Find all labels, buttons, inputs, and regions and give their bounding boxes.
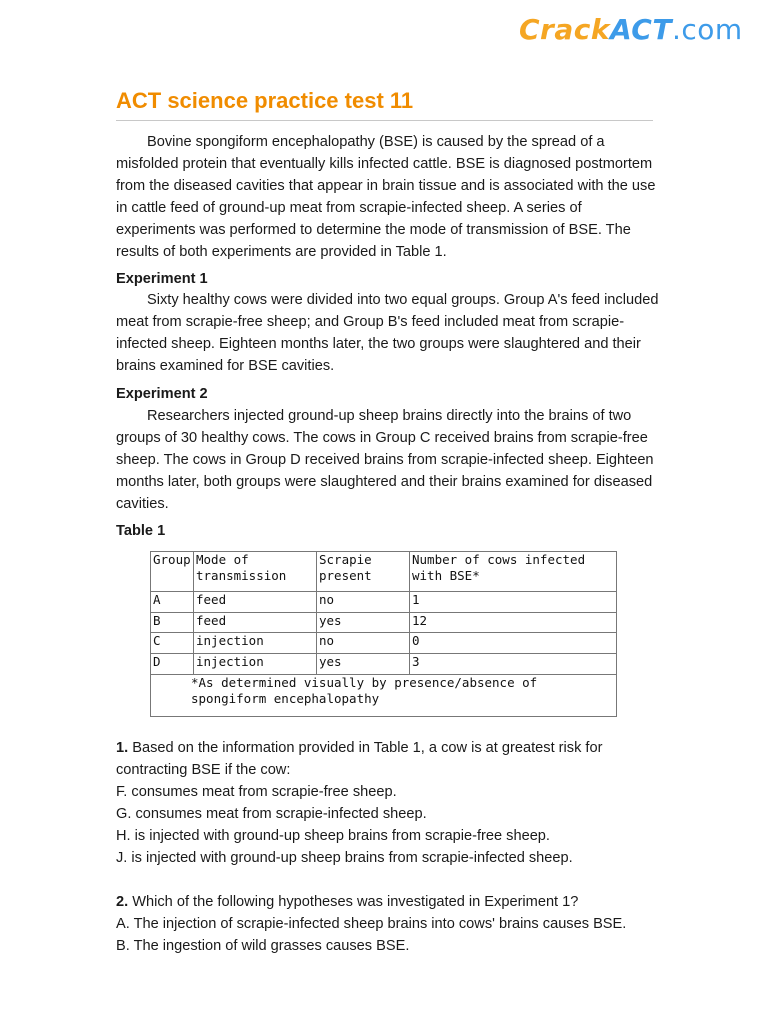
table-label: Table 1 [116, 523, 166, 539]
title-divider [116, 120, 653, 121]
question-2-stem [116, 891, 661, 913]
question-1-number: 1. [116, 740, 129, 756]
table-cell: A [151, 592, 194, 613]
table-cell: C [151, 633, 194, 654]
question-spacer [116, 869, 661, 891]
question-1-text: Based on the information provided in Table 1, a cow is at greatest risk for contracting BSE if the cow: [116, 740, 603, 778]
page-title: ACT science practice test 11 [116, 88, 414, 113]
experiment-2-body [116, 405, 661, 515]
question-2-text: Which of the following hypotheses was investigated in Experiment 1? [132, 894, 579, 910]
table-cell: feed [194, 592, 317, 613]
table-cell: D [151, 654, 194, 675]
table-footnote-row [151, 674, 617, 716]
table-cell: 12 [410, 612, 617, 633]
table-cell: 3 [410, 654, 617, 675]
experiment-1-text: Sixty healthy cows were divided into two equal groups. Group A's feed included meat from scrapie-free sheep; and Group B's feed included meat from scrapie-infected sheep. Eighteen months later, the two groups were slaughtered and their brains examined for BSE cavities. [116, 292, 659, 374]
answer-option: A. The injection of scrapie-infected sheep brains into cows' brains causes BSE. [116, 916, 627, 932]
answer-option: F. consumes meat from scrapie-free sheep. [116, 784, 397, 800]
table-cell: yes [317, 654, 410, 675]
results-table [150, 551, 617, 717]
table-cell: no [317, 592, 410, 613]
question-1-stem [116, 737, 661, 781]
table-cell: yes [317, 612, 410, 633]
table-row [151, 654, 617, 675]
answer-option: G. consumes meat from scrapie-infected sheep. [116, 806, 427, 822]
experiment-2-text: Researchers injected ground-up sheep brains directly into the brains of two groups of 30 healthy cows. The cows in Group C received brains from scrapie-free sheep. The cows in Group D received brains from scrapie-infected sheep. Eighteen months later, both groups were slaughtered and their brains examined for diseased cavities. [116, 408, 654, 512]
table-label-section [116, 520, 661, 542]
table-row [151, 592, 617, 613]
table-header-cell: Scrapie present [317, 552, 410, 592]
table-cell: injection [194, 654, 317, 675]
table-row [151, 612, 617, 633]
intro-passage [116, 131, 661, 263]
table-footnote: *As determined visually by presence/absence of spongiform encephalopathy [151, 674, 617, 716]
table-row [151, 633, 617, 654]
table-header-cell: Group [151, 552, 194, 592]
table-cell: 1 [410, 592, 617, 613]
table-cell: 0 [410, 633, 617, 654]
intro-paragraph: Bovine spongiform encephalopathy (BSE) is caused by the spread of a misfolded protein that eventually kills infected cattle. BSE is diagnosed postmortem from the diseased cavities that appear in brain tissue and is associated with the use in cattle feed of ground-up meat from scrapie-infected sheep. A series of experiments was performed to determine the mode of transmission of BSE. The results of both experiments are provided in Table 1. [116, 134, 656, 260]
answer-option: H. is injected with ground-up sheep brains from scrapie-free sheep. [116, 828, 550, 844]
table-cell: B [151, 612, 194, 633]
answer-option: J. is injected with ground-up sheep brains from scrapie-infected sheep. [116, 850, 573, 866]
logo-com-text: .com [671, 13, 743, 46]
questions-section [116, 737, 661, 957]
experiment-2-section [116, 383, 661, 405]
logo-act-text: ACT [609, 13, 672, 46]
table-header-row [151, 552, 617, 592]
table-header-cell: Number of cows infected with BSE* [410, 552, 617, 592]
table-cell: feed [194, 612, 317, 633]
table-cell: injection [194, 633, 317, 654]
experiment-1-heading: Experiment 1 [116, 271, 208, 287]
answer-option: B. The ingestion of wild grasses causes BSE. [116, 938, 410, 954]
table-header-cell: Mode of transmission [194, 552, 317, 592]
experiment-1-section [116, 268, 661, 290]
experiment-2-heading: Experiment 2 [116, 386, 208, 402]
experiment-1-body [116, 289, 661, 377]
question-2-number: 2. [116, 894, 129, 910]
logo-crack-text: Crack [519, 13, 610, 46]
table-cell: no [317, 633, 410, 654]
crackact-logo[interactable] [519, 13, 743, 46]
